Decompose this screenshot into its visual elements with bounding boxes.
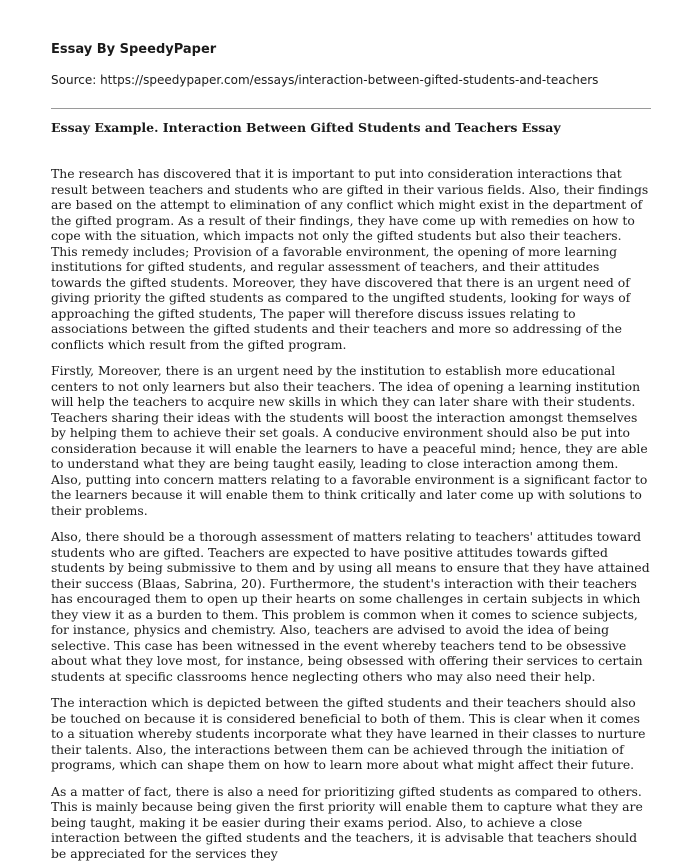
essay-title: Essay Example. Interaction Between Gifted Students and Teachers Essay	[51, 120, 561, 136]
paragraph-3: Also, there should be a thorough assessment of matters relating to teachers' attitudes toward students who are gifted. Teachers are expected to have positive attitudes towards gifted students by being submissive to them and by using all means to ensure that they have attained their success (Blaas, Sabrina, 20). Furthermore, the student's interaction with their teachers has encouraged them to open up their hearts on some challenges in certain subjects in which they view it as a burden to them. This problem is common when it comes to science subjects, for instance, physics and chemistry. Also, teachers are advised to avoid the idea of being selective. This case has been witnessed in the event whereby teachers tend to be obsessive about what they love most, for instance, being obsessed with offering their services to certain students at specific classrooms hence neglecting others who may also need their help.	[51, 529, 651, 684]
source-line: Source: https://speedypaper.com/essays/interaction-between-gifted-students-and-teachers	[51, 72, 598, 88]
paragraph-1: The research has discovered that it is important to put into consideration interactions that result between teachers and students who are gifted in their various fields. Also, their findings are based on the attempt to elimination of any conflict which might exist in the department of the gifted program. As a result of their findings, they have come up with remedies on how to cope with the situation, which impacts not only the gifted students but also their teachers. This remedy includes; Provision of a favorable environment, the opening of more learning institutions for gifted students, and regular assessment of teachers, and their attitudes towards the gifted students. Moreover, they have discovered that there is an urgent need of giving priority the gifted students as compared to the ungifted students, looking for ways of approaching the gifted students, The paper will therefore discuss issues relating to associations between the gifted students and their teachers and more so addressing of the conflicts which result from the gifted program.	[51, 166, 651, 352]
divider	[51, 108, 651, 109]
paragraph-4: The interaction which is depicted between the gifted students and their teachers should also be touched on because it is considered beneficial to both of them. This is clear when it comes to a situation whereby students incorporate what they have learned in their classes to nurture their talents. Also, the interactions between them can be achieved through the initiation of programs, which can shape them on how to learn more about what might affect their future.	[51, 695, 651, 773]
site-title: Essay By SpeedyPaper	[51, 42, 216, 58]
paragraph-2: Firstly, Moreover, there is an urgent need by the institution to establish more educational centers to not only learners but also their teachers. The idea of opening a learning institution will help the teachers to acquire new skills in which they can later share with their students. Teachers sharing their ideas with the students will boost the interaction amongst themselves by helping them to achieve their set goals. A conducive environment should also be put into consideration because it will enable the learners to have a peaceful mind; hence, they are able to understand what they are being taught easily, leading to close interaction among them. Also, putting into concern matters relating to a favorable environment is a significant factor to the learners because it will enable them to think critically and later come up with solutions to their problems.	[51, 363, 651, 518]
essay-body	[51, 166, 651, 850]
paragraph-5: As a matter of fact, there is also a need for prioritizing gifted students as compared to others. This is mainly because being given the first priority will enable them to capture what they are being taught, making it be easier during their exams period. Also, to achieve a close interaction between the gifted students and the teachers, it is advisable that teachers should be appreciated for the services they	[51, 784, 651, 861]
